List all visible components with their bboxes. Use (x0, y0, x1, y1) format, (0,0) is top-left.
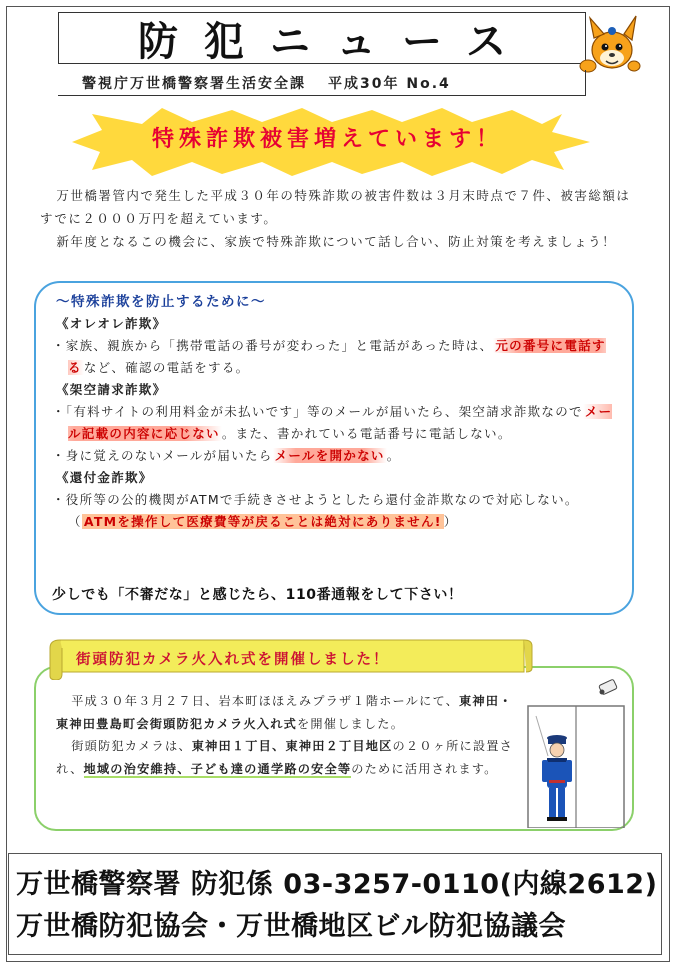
camera-body (56, 690, 514, 780)
newsletter-title-box (58, 12, 586, 64)
highlight: メールを開かない (274, 448, 385, 463)
prevention-title: ～特殊詐欺を防止するために～ (56, 294, 266, 310)
intro-text (40, 184, 640, 253)
pipo-mascot-icon (572, 14, 646, 78)
highlight: ATMを操作して医療費等が戻ることは絶対にありません! (83, 514, 442, 529)
department-bar (58, 70, 586, 96)
camera-paragraph-1: 平成３０年３月２７日、岩本町ほほえみプラザ１階ホールにて、東神田・東神田豊島町会街頭防犯カメラ火入れ式を開催しました。 (56, 694, 513, 731)
camera-paragraph-2: 街頭防犯カメラは、東神田１丁目、東神田２丁目地区の２０ヶ所に設置され、地域の治安維持、子ども達の通学路の安全等のために活用されます。 (56, 739, 514, 776)
footer-contact: 万世橋警察署 防犯係 03-3257-0110(内線2612) (16, 869, 658, 900)
prevention-body (52, 313, 617, 533)
kanpu-item: ・役所等の公的機関がATMで手続きさせようとしたら還付金詐欺なので対応しない。（ ATMを操作して医療費等が戻ることは絶対にありません! ） (52, 492, 579, 529)
highlight: メール記載の内容に応じない (68, 404, 613, 441)
kanpu-title: 《還付金詐欺》 (56, 470, 153, 485)
headline: 特殊詐欺被害増えています！ (151, 127, 503, 152)
kaku-item-1: ・「有料サイトの利用料金が未払いです」等のメールが届いたら、架空請求詐欺なので メール記載の内容に応じない 。また、書かれている電話番号に電話しない。 (52, 404, 613, 441)
closing-message: 少しでも「不審だな」と感じたら、110番通報をして下さい！ (52, 587, 463, 603)
issue-number: 平成30年 No.4 (328, 75, 451, 92)
kaku-item-2: ・身に覚えのないメールが届いたら メールを開かない 。 (52, 448, 401, 463)
highlight: 元の番号に電話する (68, 338, 606, 375)
footer-organizations: 万世橋防犯協会・万世橋地区ビル防犯協議会 (16, 911, 566, 942)
underline-text: 地域の治安維持、子ども達の通学路の安全等 (83, 761, 352, 776)
newsletter-title: 防犯ニュース (138, 18, 532, 65)
ore-title: 《オレオレ詐欺》 (56, 316, 167, 331)
camera-title: 街頭防犯カメラ火入れ式を開催しました！ (76, 652, 390, 668)
intro-paragraph-1: 万世橋署管内で発生した平成３０年の特殊詐欺の被害件数は３月末時点で７件、被害総額はすでに２０００万円を超えています。 (40, 188, 631, 226)
ore-item: ・家族、親族から「携帯電話の番号が変わった」と電話があった時は、 元の番号に電話する など、確認の電話をする。 (52, 338, 606, 375)
department-name: 警視庁万世橋警察署生活安全課 (82, 75, 306, 92)
police-officer-camera-icon (520, 676, 630, 828)
intro-paragraph-2: 新年度となるこの機会に、家族で特殊詐欺について話し合い、防止対策を考えましょう！ (56, 234, 617, 249)
kaku-title: 《架空請求詐欺》 (56, 382, 167, 397)
